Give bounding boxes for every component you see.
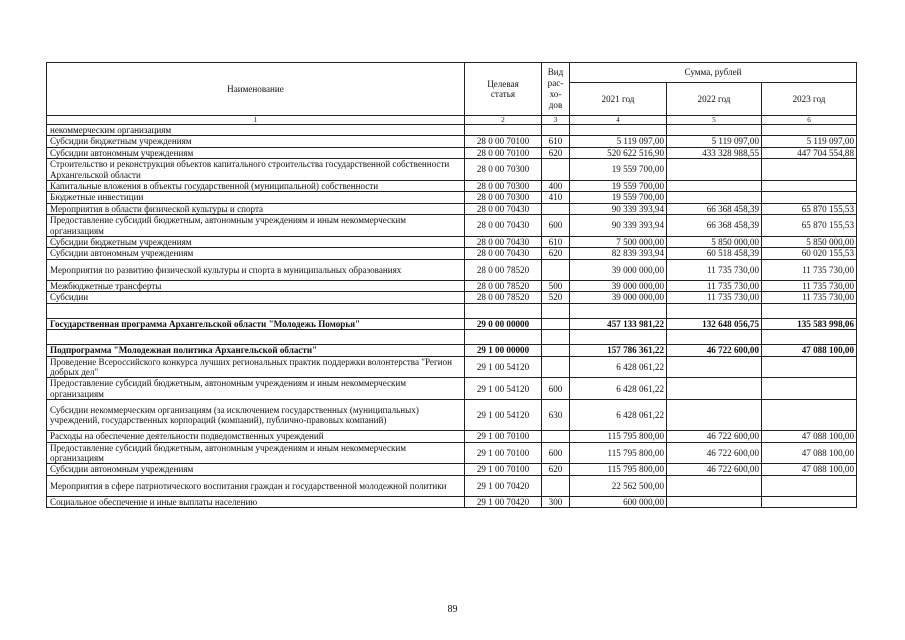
row-target: 28 0 00 70100 bbox=[465, 136, 542, 147]
page-number: 89 bbox=[447, 604, 458, 615]
row-2022 bbox=[667, 125, 762, 136]
row-type: 400 bbox=[542, 181, 570, 192]
row-2023 bbox=[762, 181, 857, 192]
row-target: 28 0 00 70300 bbox=[465, 192, 542, 203]
row-2021: 600 000,00 bbox=[570, 496, 667, 507]
table-row bbox=[47, 400, 857, 431]
row-type: 610 bbox=[542, 237, 570, 248]
table-row bbox=[47, 192, 857, 203]
table-row bbox=[47, 464, 857, 475]
row-2021: 82 839 393,94 bbox=[570, 248, 667, 259]
spacer-row bbox=[47, 330, 857, 345]
table-row bbox=[47, 147, 857, 158]
row-type bbox=[542, 356, 570, 378]
row-2021: 6 428 061,22 bbox=[570, 400, 667, 431]
row-2023 bbox=[762, 400, 857, 431]
row-type: 300 bbox=[542, 496, 570, 507]
row-2022 bbox=[667, 378, 762, 400]
row-2023: 47 088 100,00 bbox=[762, 345, 857, 356]
table-row bbox=[47, 237, 857, 248]
row-target bbox=[465, 125, 542, 136]
row-type bbox=[542, 318, 570, 329]
row-type: 600 bbox=[542, 378, 570, 400]
row-2023: 65 870 155,53 bbox=[762, 215, 857, 237]
row-2022: 46 722 600,00 bbox=[667, 345, 762, 356]
row-name: Субсидии bbox=[47, 292, 465, 303]
row-2022 bbox=[667, 400, 762, 431]
row-name: Проведение Всероссийского конкурса лучших региональных практик поддержки волонтерства "Регион добрых дел" bbox=[47, 356, 465, 378]
header-target: Целевая статья bbox=[465, 63, 542, 116]
row-type bbox=[542, 431, 570, 442]
row-2022: 11 735 730,00 bbox=[667, 259, 762, 280]
row-target: 28 0 00 70430 bbox=[465, 248, 542, 259]
header-2021: 2021 год bbox=[570, 83, 667, 116]
row-type: 620 bbox=[542, 147, 570, 158]
row-name: Социальное обеспечение и иные выплаты населению bbox=[47, 496, 465, 507]
row-target: 29 1 00 00000 bbox=[465, 345, 542, 356]
table-row bbox=[47, 280, 857, 291]
row-2022 bbox=[667, 181, 762, 192]
row-2021: 5 119 097,00 bbox=[570, 136, 667, 147]
row-target: 29 1 00 70420 bbox=[465, 496, 542, 507]
row-target: 29 1 00 54120 bbox=[465, 356, 542, 378]
row-2023: 65 870 155,53 bbox=[762, 203, 857, 214]
row-2021 bbox=[570, 125, 667, 136]
row-2022 bbox=[667, 159, 762, 181]
row-type bbox=[542, 159, 570, 181]
row-2021: 520 622 516,90 bbox=[570, 147, 667, 158]
header-2023: 2023 год bbox=[762, 83, 857, 116]
row-2022 bbox=[667, 356, 762, 378]
row-name: Субсидии бюджетным учреждениям bbox=[47, 136, 465, 147]
row-2022: 11 735 730,00 bbox=[667, 292, 762, 303]
row-2023 bbox=[762, 378, 857, 400]
row-type bbox=[542, 203, 570, 214]
row-2023: 135 583 998,06 bbox=[762, 318, 857, 329]
row-type: 520 bbox=[542, 292, 570, 303]
row-2021: 39 000 000,00 bbox=[570, 292, 667, 303]
row-2021: 115 795 800,00 bbox=[570, 442, 667, 464]
row-name: Подпрограмма "Молодежная политика Архангельской области" bbox=[47, 345, 465, 356]
row-name: Субсидии некоммерческим организациям (за исключением государственных (муниципальных) учреждений, государственных корпораций (компаний), публично-правовых компаний) bbox=[47, 400, 465, 431]
table-row bbox=[47, 378, 857, 400]
row-2022 bbox=[667, 496, 762, 507]
row-name: Строительство и реконструкция объектов капитального строительства государственной собственности Архангельской области bbox=[47, 159, 465, 181]
row-2022: 433 328 988,55 bbox=[667, 147, 762, 158]
row-2023: 447 704 554,88 bbox=[762, 147, 857, 158]
row-2022: 46 722 600,00 bbox=[667, 431, 762, 442]
row-2023 bbox=[762, 192, 857, 203]
row-2021: 7 500 000,00 bbox=[570, 237, 667, 248]
table-row bbox=[47, 159, 857, 181]
row-2022: 46 722 600,00 bbox=[667, 464, 762, 475]
table-row bbox=[47, 496, 857, 507]
row-target: 28 0 00 78520 bbox=[465, 259, 542, 280]
table-row bbox=[47, 442, 857, 464]
row-2022: 5 850 000,00 bbox=[667, 237, 762, 248]
row-name: Предоставление субсидий бюджетным, автономным учреждениям и иным некоммерческим организациям bbox=[47, 215, 465, 237]
row-type: 630 bbox=[542, 400, 570, 431]
row-name: Предоставление субсидий бюджетным, автономным учреждениям и иным некоммерческим организациям bbox=[47, 442, 465, 464]
row-2022: 46 722 600,00 bbox=[667, 442, 762, 464]
row-target: 28 0 00 70430 bbox=[465, 237, 542, 248]
row-2023: 5 850 000,00 bbox=[762, 237, 857, 248]
table-row bbox=[47, 215, 857, 237]
row-2021: 457 133 981,22 bbox=[570, 318, 667, 329]
row-target: 29 1 00 70100 bbox=[465, 464, 542, 475]
row-type: 410 bbox=[542, 192, 570, 203]
row-2023 bbox=[762, 356, 857, 378]
table-row bbox=[47, 181, 857, 192]
row-type: 610 bbox=[542, 136, 570, 147]
row-2022: 66 368 458,39 bbox=[667, 215, 762, 237]
row-target: 28 0 00 70430 bbox=[465, 203, 542, 214]
row-type bbox=[542, 475, 570, 496]
row-target: 28 0 00 70300 bbox=[465, 181, 542, 192]
row-2022: 5 119 097,00 bbox=[667, 136, 762, 147]
row-2022: 66 368 458,39 bbox=[667, 203, 762, 214]
header-sum: Сумма, рублей bbox=[570, 63, 857, 83]
row-2022 bbox=[667, 475, 762, 496]
header-2022: 2022 год bbox=[667, 83, 762, 116]
row-type bbox=[542, 345, 570, 356]
row-target: 28 0 00 70300 bbox=[465, 159, 542, 181]
row-2021: 6 428 061,22 bbox=[570, 356, 667, 378]
row-type: 620 bbox=[542, 464, 570, 475]
row-type: 600 bbox=[542, 442, 570, 464]
column-index: 2 bbox=[465, 116, 542, 125]
row-2023 bbox=[762, 496, 857, 507]
header-type: Вид рас- хо- дов bbox=[542, 63, 570, 116]
row-2021: 19 559 700,00 bbox=[570, 181, 667, 192]
row-2023: 47 088 100,00 bbox=[762, 431, 857, 442]
row-2021: 19 559 700,00 bbox=[570, 159, 667, 181]
row-2023: 47 088 100,00 bbox=[762, 442, 857, 464]
row-target: 29 1 00 70100 bbox=[465, 442, 542, 464]
row-2023 bbox=[762, 159, 857, 181]
row-2023: 47 088 100,00 bbox=[762, 464, 857, 475]
spacer-row bbox=[47, 303, 857, 318]
column-index-row bbox=[47, 116, 857, 125]
table-row bbox=[47, 125, 857, 136]
table-row bbox=[47, 292, 857, 303]
row-2023 bbox=[762, 125, 857, 136]
row-target: 29 1 00 70100 bbox=[465, 431, 542, 442]
row-type: 620 bbox=[542, 248, 570, 259]
row-name: Субсидии автономным учреждениям bbox=[47, 464, 465, 475]
row-name: Предоставление субсидий бюджетным, автономным учреждениям и иным некоммерческим организациям bbox=[47, 378, 465, 400]
row-2021: 6 428 061,22 bbox=[570, 378, 667, 400]
row-target: 28 0 00 70100 bbox=[465, 147, 542, 158]
row-2023: 60 020 155,53 bbox=[762, 248, 857, 259]
row-2021: 22 562 500,00 bbox=[570, 475, 667, 496]
row-2022: 132 648 056,75 bbox=[667, 318, 762, 329]
column-index: 3 bbox=[542, 116, 570, 125]
row-name: Межбюджетные трансферты bbox=[47, 280, 465, 291]
row-name: Расходы на обеспечение деятельности подведомственных учреждений bbox=[47, 431, 465, 442]
row-name: Мероприятия в области физической культуры и спорта bbox=[47, 203, 465, 214]
budget-table bbox=[46, 62, 857, 508]
row-2023: 5 119 097,00 bbox=[762, 136, 857, 147]
row-2022 bbox=[667, 192, 762, 203]
row-2021: 39 000 000,00 bbox=[570, 259, 667, 280]
row-name: Бюджетные инвестиции bbox=[47, 192, 465, 203]
row-name: Капитальные вложения в объекты государственной (муниципальной) собственности bbox=[47, 181, 465, 192]
program-total-row bbox=[47, 318, 857, 329]
row-2021: 90 339 393,94 bbox=[570, 203, 667, 214]
row-type: 500 bbox=[542, 280, 570, 291]
header-name: Наименование bbox=[47, 63, 465, 116]
column-index: 6 bbox=[762, 116, 857, 125]
table-row bbox=[47, 475, 857, 496]
table-row bbox=[47, 259, 857, 280]
table-row bbox=[47, 136, 857, 147]
row-2021: 19 559 700,00 bbox=[570, 192, 667, 203]
column-index: 4 bbox=[570, 116, 667, 125]
row-type bbox=[542, 125, 570, 136]
row-target: 29 1 00 54120 bbox=[465, 400, 542, 431]
row-2023: 11 735 730,00 bbox=[762, 259, 857, 280]
table-row bbox=[47, 203, 857, 214]
row-target: 29 0 00 00000 bbox=[465, 318, 542, 329]
row-type: 600 bbox=[542, 215, 570, 237]
row-target: 28 0 00 70430 bbox=[465, 215, 542, 237]
row-2021: 157 786 361,22 bbox=[570, 345, 667, 356]
row-2021: 115 795 800,00 bbox=[570, 431, 667, 442]
row-name: Государственная программа Архангельской области "Молодежь Поморья" bbox=[47, 318, 465, 329]
row-2021: 39 000 000,00 bbox=[570, 280, 667, 291]
table-row bbox=[47, 356, 857, 378]
row-type bbox=[542, 259, 570, 280]
row-name: Субсидии бюджетным учреждениям bbox=[47, 237, 465, 248]
row-name: Субсидии автономным учреждениям bbox=[47, 147, 465, 158]
column-index: 5 bbox=[667, 116, 762, 125]
row-2021: 90 339 393,94 bbox=[570, 215, 667, 237]
row-2023: 11 735 730,00 bbox=[762, 292, 857, 303]
row-target: 28 0 00 78520 bbox=[465, 292, 542, 303]
row-name: Мероприятия по развитию физической культуры и спорта в муниципальных образованиях bbox=[47, 259, 465, 280]
table-row bbox=[47, 431, 857, 442]
row-name: Субсидии автономным учреждениям bbox=[47, 248, 465, 259]
subprogram-total-row bbox=[47, 345, 857, 356]
column-index: 1 bbox=[47, 116, 465, 125]
row-name: некоммерческим организациям bbox=[47, 125, 465, 136]
row-target: 29 1 00 70420 bbox=[465, 475, 542, 496]
row-2022: 11 735 730,00 bbox=[667, 280, 762, 291]
row-target: 29 1 00 54120 bbox=[465, 378, 542, 400]
row-2022: 60 518 458,39 bbox=[667, 248, 762, 259]
row-2023 bbox=[762, 475, 857, 496]
row-2023: 11 735 730,00 bbox=[762, 280, 857, 291]
table-row bbox=[47, 248, 857, 259]
row-2021: 115 795 800,00 bbox=[570, 464, 667, 475]
row-target: 28 0 00 78520 bbox=[465, 280, 542, 291]
row-name: Мероприятия в сфере патриотического воспитания граждан и государственной молодежной политики bbox=[47, 475, 465, 496]
